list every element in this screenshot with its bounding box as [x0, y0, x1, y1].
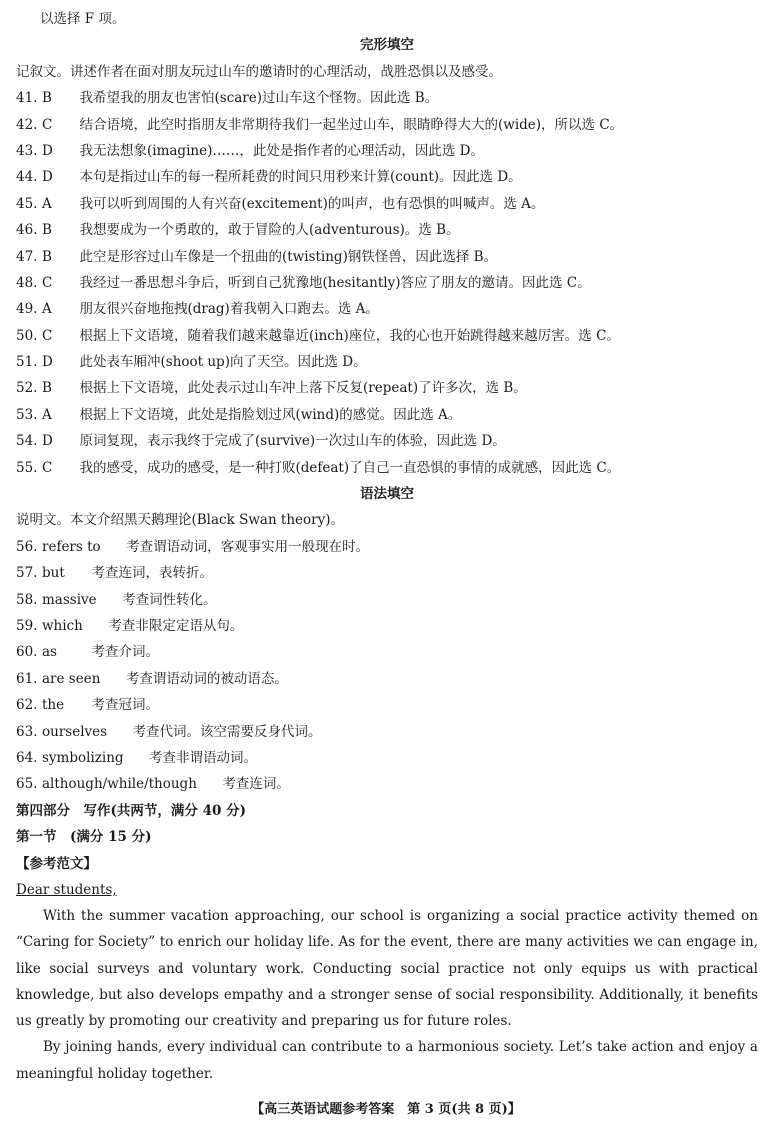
answer-item — [16, 191, 758, 217]
item-number: 46. — [16, 222, 38, 239]
item-answer: symbolizing — [42, 749, 124, 766]
item-number: 50. — [16, 327, 38, 344]
item-answer: C — [42, 116, 53, 133]
item-answer: are seen — [42, 670, 101, 687]
item-answer: but — [42, 565, 65, 582]
item-number: 49. — [16, 301, 38, 318]
item-number: 43. — [16, 142, 38, 159]
answer-item — [16, 217, 758, 243]
page-footer: 【高三英语试题参考答案 第 3 页(共 8 页)】 — [251, 1102, 521, 1117]
item-answer: A — [42, 406, 52, 423]
answer-item — [16, 112, 758, 138]
answer-item — [16, 428, 758, 454]
item-number: 44. — [16, 169, 38, 186]
item-answer: ourselves — [42, 723, 108, 740]
cloze-title: 完形填空 — [360, 37, 414, 54]
item-number: 41. — [16, 90, 38, 107]
item-answer: A — [42, 301, 52, 318]
answer-item — [16, 719, 758, 745]
answer-item — [16, 455, 758, 481]
answer-item — [16, 244, 758, 270]
grammar-answer-list — [16, 534, 758, 798]
item-number: 61. — [16, 670, 38, 687]
answer-item — [16, 270, 758, 296]
item-explanation: 我希望我的朋友也害怕(scare)过山车这个怪物。因此选 B。 — [79, 90, 439, 107]
answer-item — [16, 692, 758, 718]
salutation-text: Dear students, — [16, 881, 117, 898]
item-answer: C — [42, 274, 53, 291]
item-number: 56. — [16, 538, 38, 555]
item-answer: D — [42, 169, 53, 186]
answer-item — [16, 85, 758, 111]
item-number: 59. — [16, 617, 38, 634]
item-number: 47. — [16, 248, 38, 265]
item-explanation: 考查代词。该空需要反身代词。 — [132, 723, 322, 740]
item-explanation: 考查冠词。 — [91, 697, 159, 714]
item-number: 52. — [16, 380, 38, 397]
item-number: 42. — [16, 116, 38, 133]
item-explanation: 我的感受，成功的感受，是一种打败(defeat)了自己一直恐惧的事情的成就感，因此选 C。 — [79, 459, 621, 476]
item-answer: D — [42, 433, 53, 450]
item-answer: massive — [42, 591, 97, 608]
answer-item — [16, 560, 758, 586]
item-explanation: 根据上下文语境，此处表示过山车冲上落下反复(repeat)了许多次，选 B。 — [79, 380, 527, 397]
item-answer: C — [42, 459, 53, 476]
essay-salutation — [16, 877, 758, 903]
answer-item — [16, 164, 758, 190]
item-explanation: 考查谓语动词的被动语态。 — [125, 670, 288, 687]
item-explanation: 根据上下文语境，随着我们越来越靠近(inch)座位，我的心也开始跳得越来越厉害。选 C。 — [79, 327, 620, 344]
top-line: 以选择 F 项。 — [40, 11, 126, 27]
item-number: 57. — [16, 565, 38, 582]
item-number: 45. — [16, 195, 38, 212]
answer-item — [16, 402, 758, 428]
item-explanation: 考查谓语动词，客观事实用一般现在时。 — [126, 538, 370, 555]
writing-section-heading: 第一节 (满分 15 分) — [16, 829, 152, 846]
item-explanation: 考查非限定定语从句。 — [108, 617, 244, 634]
item-explanation: 考查词性转化。 — [122, 591, 217, 608]
answer-item — [16, 771, 758, 797]
item-number: 63. — [16, 723, 38, 740]
item-explanation: 考查连词，表转折。 — [91, 565, 213, 582]
item-answer: D — [42, 142, 53, 159]
answer-item — [16, 587, 758, 613]
grammar-intro: 说明文。本文介绍黑天鹅理论(Black Swan theory)。 — [16, 512, 345, 529]
essay-paragraph-1: With the summer vacation approaching, our school is organizing a social practice activity themed on “Caring for Society” to enrich our holiday life. As for the event, there are many activities we can engage in, like social surveys and voluntary work. Conducting social practice not only equips us with practical knowledge, but also develops empathy and a stronger sense of social responsibility. Additionally, it benefits us greatly by promoting our creativity and preparing us for future roles. — [16, 908, 758, 1030]
item-explanation: 根据上下文语境，此处是指脸划过风(wind)的感觉。因此选 A。 — [79, 406, 462, 423]
answer-item — [16, 323, 758, 349]
item-number: 65. — [16, 776, 38, 793]
sample-essay-label: 【参考范文】 — [16, 855, 97, 872]
answer-item — [16, 666, 758, 692]
item-explanation: 考查非谓语动词。 — [149, 749, 258, 766]
item-answer: B — [42, 248, 52, 265]
item-number: 62. — [16, 697, 38, 714]
answer-item — [16, 639, 758, 665]
essay-paragraph-2: By joining hands, every individual can contribute to a harmonious society. Let’s take action and enjoy a meaningful holiday together. — [16, 1039, 758, 1082]
item-number: 53. — [16, 406, 38, 423]
item-explanation: 此空是形容过山车像是一个扭曲的(twisting)钢铁怪兽，因此选择 B。 — [79, 248, 498, 265]
item-explanation: 朋友很兴奋地拖拽(drag)着我朝入口跑去。选 A。 — [79, 301, 379, 318]
answer-item — [16, 138, 758, 164]
item-explanation: 考查介词。 — [91, 644, 159, 661]
item-number: 54. — [16, 433, 38, 450]
item-explanation: 原词复现，表示我终于完成了(survive)一次过山车的体验，因此选 D。 — [79, 433, 506, 450]
item-answer: which — [42, 617, 83, 634]
answer-item — [16, 375, 758, 401]
answer-item — [16, 613, 758, 639]
item-number: 55. — [16, 459, 38, 476]
grammar-title: 语法填空 — [360, 486, 414, 503]
item-answer: D — [42, 354, 53, 371]
item-number: 58. — [16, 591, 38, 608]
item-explanation: 我想要成为一个勇敢的，敢于冒险的人(adventurous)。选 B。 — [79, 222, 460, 239]
item-answer: A — [42, 195, 52, 212]
item-number: 48. — [16, 274, 38, 291]
item-explanation: 考查连词。 — [222, 776, 290, 793]
writing-part-heading: 第四部分 写作(共两节，满分 40 分) — [16, 802, 246, 819]
item-answer: although/while/though — [42, 776, 197, 793]
answer-item — [16, 745, 758, 771]
item-answer: B — [42, 380, 52, 397]
item-number: 64. — [16, 749, 38, 766]
item-number: 51. — [16, 354, 38, 371]
item-explanation: 我无法想象(imagine)……，此处是指作者的心理活动，因此选 D。 — [79, 142, 484, 159]
item-answer: refers to — [42, 538, 101, 555]
answer-item — [16, 296, 758, 322]
item-answer: B — [42, 90, 52, 107]
cloze-intro: 记叙文。讲述作者在面对朋友玩过山车的邀请时的心理活动，战胜恐惧以及感受。 — [16, 63, 502, 80]
answer-item — [16, 534, 758, 560]
item-explanation: 我经过一番思想斗争后，听到自己犹豫地(hesitantly)答应了朋友的邀请。因此选 C。 — [79, 274, 591, 291]
item-explanation: 本句是指过山车的每一程所耗费的时间只用秒来计算(count)。因此选 D。 — [79, 169, 522, 186]
item-answer: C — [42, 327, 53, 344]
answer-item — [16, 349, 758, 375]
item-number: 60. — [16, 644, 38, 661]
item-explanation: 结合语境，此空时指朋友非常期待我们一起坐过山车，眼睛睁得大大的(wide)，所以选 C。 — [79, 116, 624, 133]
item-explanation: 我可以听到周围的人有兴奋(excitement)的叫声，也有恐惧的叫喊声。选 A。 — [79, 195, 545, 212]
cloze-answer-list — [16, 85, 758, 481]
item-answer: B — [42, 222, 52, 239]
item-explanation: 此处表车厢冲(shoot up)向了天空。因此选 D。 — [79, 354, 367, 371]
item-answer: as — [42, 644, 57, 661]
item-answer: the — [42, 697, 65, 714]
